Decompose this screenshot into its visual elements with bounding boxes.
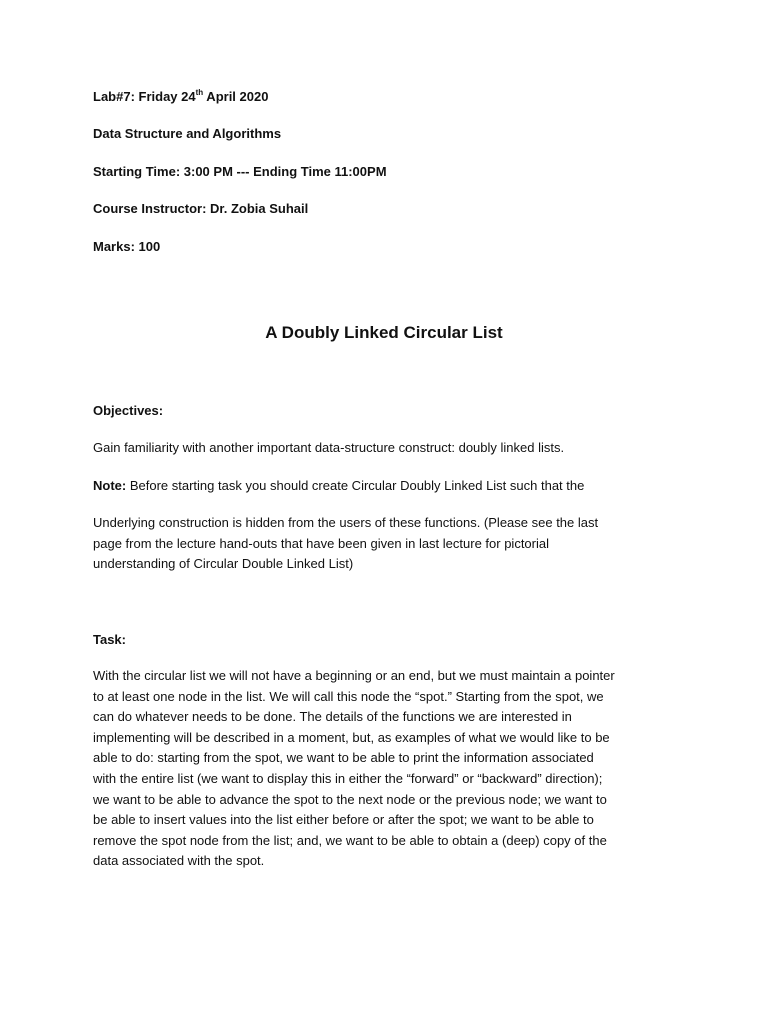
task-paragraph [93,666,683,872]
task-line: data associated with the spot. [93,853,265,869]
instructor-info: Course Instructor: Dr. Zobia Suhail [93,201,309,216]
lab-header [93,89,268,105]
task-line: With the circular list we will not have a beginning or an end, but we must maintain a pointer [93,668,615,683]
underlying-line: page from the lecture hand-outs that have been given in last lecture for pictorial [93,535,549,551]
lab-date-text: Lab#7: Friday 24 [93,89,196,104]
underlying-line: understanding of Circular Double Linked List) [93,556,354,572]
note-text: Before starting task you should create Circular Doubly Linked List such that the [126,478,585,493]
task-line: can do whatever needs to be done. The details of the functions we are interested in [93,709,572,725]
underlying-line: Underlying construction is hidden from the users of these functions. (Please see the last [93,515,599,530]
marks-info: Marks: 100 [93,239,161,254]
course-name: Data Structure and Algorithms [93,126,282,141]
task-line: be able to insert values into the list either before or after the spot; we want to be able to [93,812,594,828]
note-label: Note: [93,478,127,493]
time-info: Starting Time: 3:00 PM --- Ending Time 11:00PM [93,164,387,179]
underlying-paragraph [93,513,683,575]
task-line: to at least one node in the list. We will call this node the “spot.” Starting from the spot, we [93,688,604,704]
task-line: remove the spot node from the list; and, we want to be able to obtain a (deep) copy of the [93,832,607,848]
task-line: with the entire list (we want to display this in either the “forward” or “backward” direction); [93,770,603,786]
lab-date-superscript: th [195,87,204,97]
task-line: we want to be able to advance the spot to the next node or the previous node; we want to [93,791,607,807]
task-line: implementing will be described in a moment, but, as examples of what we would like to be [93,729,610,745]
task-line: able to do: starting from the spot, we want to be able to print the information associated [93,750,594,766]
task-heading: Task: [93,632,126,647]
objectives-heading: Objectives: [93,403,164,418]
lab-date-suffix: April 2020 [203,89,269,104]
objectives-text: Gain familiarity with another important data-structure construct: doubly linked lists. [93,440,565,455]
document-title: A Doubly Linked Circular List [265,323,503,342]
note-paragraph [93,478,584,494]
